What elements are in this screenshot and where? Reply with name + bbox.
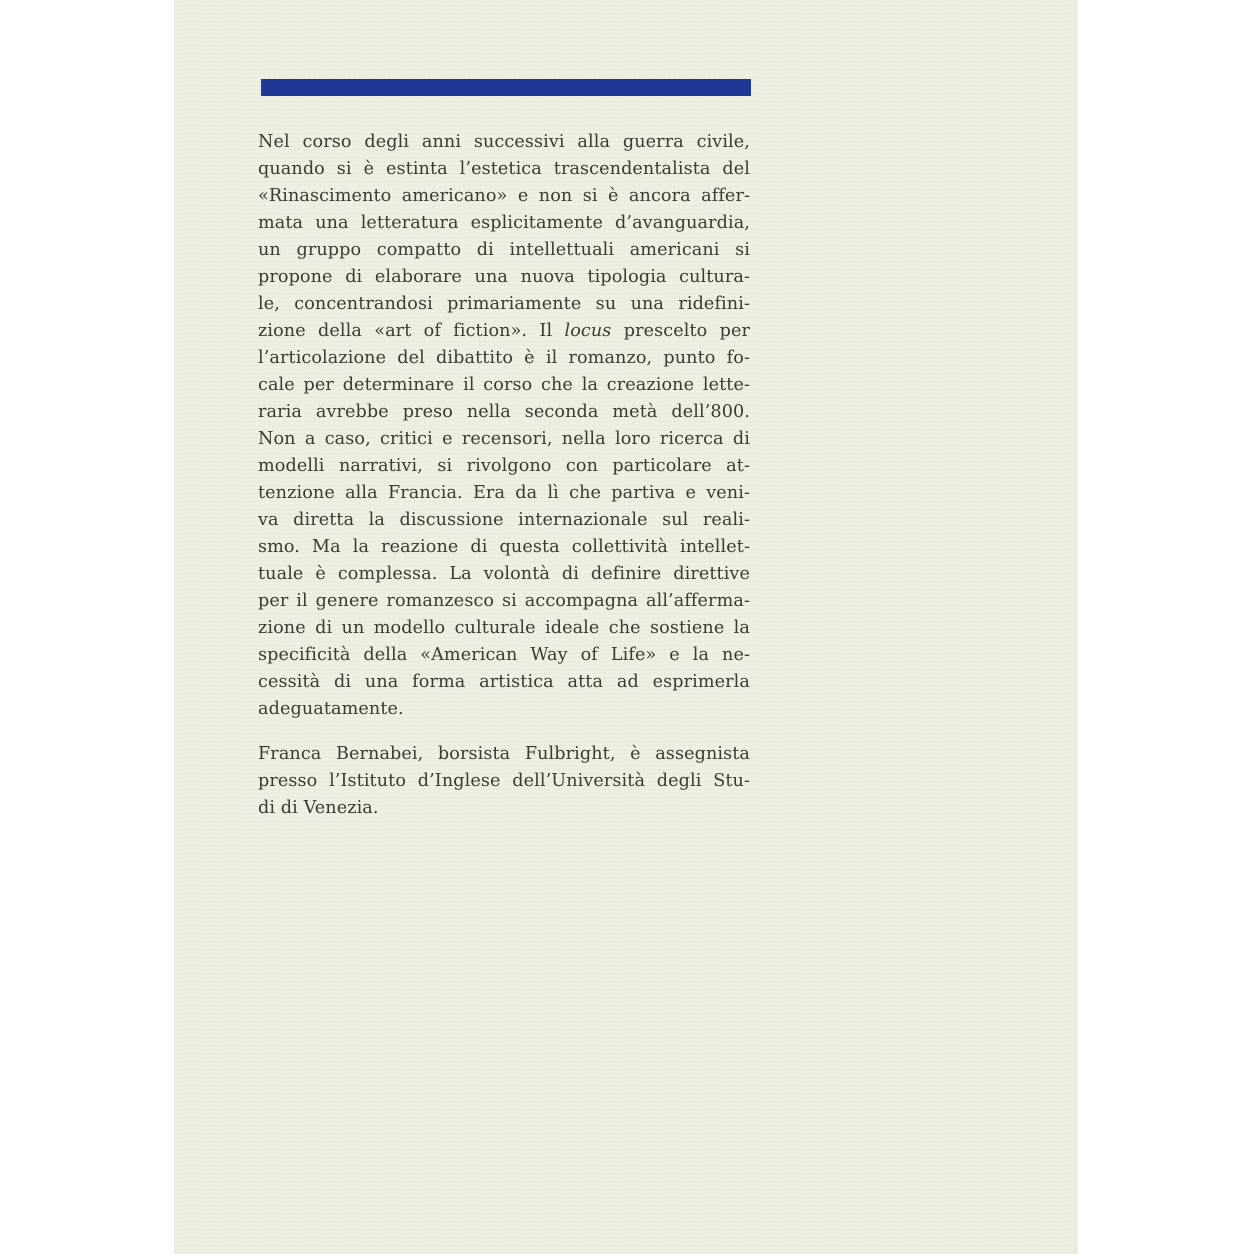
italic-word: locus <box>564 321 612 341</box>
text-line: zione di un modello culturale ideale che sostiene la <box>258 618 750 638</box>
text-line: mata una letteratura esplicitamente d’avanguardia, <box>258 213 750 233</box>
author-note-line: di di Venezia. <box>258 798 379 818</box>
text-line: l’articolazione del dibattito è il romanzo, punto fo- <box>258 348 750 368</box>
text-line-with-italic <box>258 318 750 345</box>
text-line: quando si è estinta l’estetica trascendentalista del <box>258 159 750 179</box>
text-line: smo. Ma la reazione di questa collettività intellet- <box>258 537 750 557</box>
text-line: adeguatamente. <box>258 699 404 719</box>
text-line: «Rinascimento americano» e non si è ancora affer- <box>258 186 750 206</box>
text-line: raria avrebbe preso nella seconda metà dell’800. <box>258 402 750 422</box>
text-line: Nel corso degli anni successivi alla guerra civile, <box>258 132 750 152</box>
blurb-text <box>258 129 750 822</box>
book-back-cover <box>174 0 1078 1254</box>
blue-rule <box>261 79 751 96</box>
text-line: un gruppo compatto di intellettuali americani si <box>258 240 750 260</box>
author-note-line: presso l’Istituto d’Inglese dell’Università degli Stu- <box>258 771 750 791</box>
text-line: va diretta la discussione internazionale sul reali- <box>258 510 750 530</box>
text-line: specificità della «American Way of Life» e la ne- <box>258 645 750 665</box>
text-line: tuale è complessa. La volontà di definire direttive <box>258 564 750 584</box>
paragraph-gap <box>258 723 750 741</box>
text-line: propone di elaborare una nuova tipologia cultura- <box>258 267 750 287</box>
text-line: cessità di una forma artistica atta ad esprimerla <box>258 672 750 692</box>
text-line: per il genere romanzesco si accompagna all’afferma- <box>258 591 750 611</box>
text-line: le, concentrandosi primariamente su una ridefini- <box>258 294 750 314</box>
author-note-line: Franca Bernabei, borsista Fulbright, è assegnista <box>258 744 750 764</box>
text-segment: zione della «art of fiction». Il <box>258 321 553 341</box>
text-line: tenzione alla Francia. Era da lì che partiva e veni- <box>258 483 750 503</box>
text-line: cale per determinare il corso che la creazione lette- <box>258 375 750 395</box>
text-segment: prescelto per <box>623 321 750 341</box>
text-line: Non a caso, critici e recensori, nella loro ricerca di <box>258 429 750 449</box>
text-line: modelli narrativi, si rivolgono con particolare at- <box>258 456 750 476</box>
